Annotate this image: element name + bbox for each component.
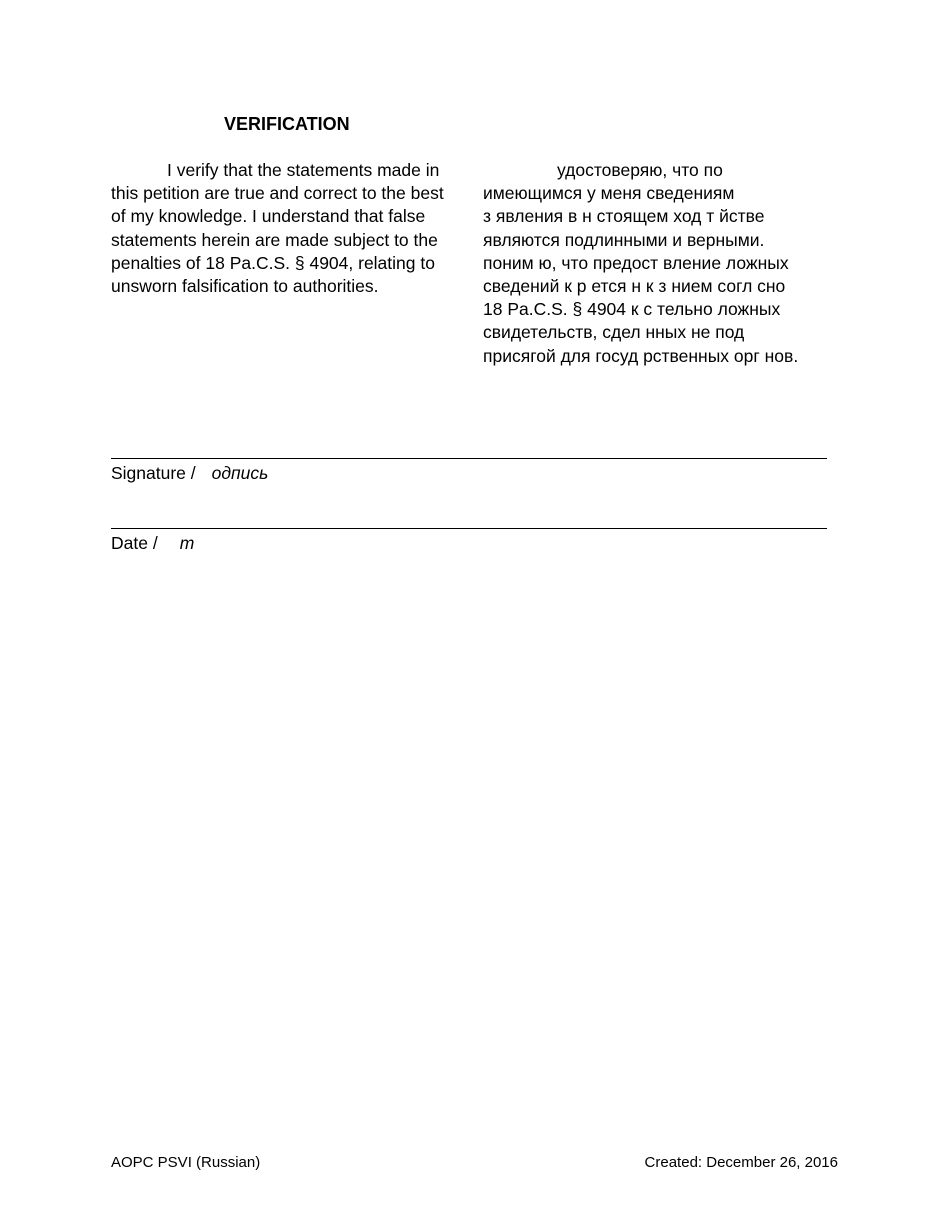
signature-label xyxy=(111,462,268,484)
russian-line: являются подлинными и верными. xyxy=(483,229,765,250)
russian-line-text: удостоверяю, что по xyxy=(557,160,723,180)
signature-line[interactable] xyxy=(111,458,827,459)
signature-label-en: Signature / xyxy=(111,463,196,483)
russian-line: присягой для госуд рственных орг нов. xyxy=(483,345,799,366)
russian-line: з явления в н стоящем ход т йстве xyxy=(483,206,765,227)
english-verification-paragraph xyxy=(111,159,471,298)
date-label-en: Date / xyxy=(111,533,158,553)
english-line: unsworn falsification to authorities. xyxy=(111,276,379,297)
english-line: of my knowledge. I understand that false xyxy=(111,206,426,227)
signature-label-ru: одпись xyxy=(211,463,269,483)
date-label-ru: т xyxy=(179,533,195,553)
date-line[interactable] xyxy=(111,528,827,529)
footer-form-id: AOPC PSVI (Russian) xyxy=(111,1154,261,1171)
date-label xyxy=(111,532,194,554)
footer-created-date: Created: December 26, 2016 xyxy=(644,1154,838,1171)
english-line-text: I verify that the statements made in xyxy=(167,160,440,180)
russian-verification-paragraph xyxy=(483,159,843,368)
english-line: statements herein are made subject to the xyxy=(111,229,438,250)
russian-line: сведений к р ется н к з нием согл сно xyxy=(483,276,786,297)
english-line: this petition are true and correct to the best xyxy=(111,183,444,204)
english-line: penalties of 18 Pa.C.S. § 4904, relating to xyxy=(111,252,435,273)
russian-line: имеющимся у меня сведениям xyxy=(483,183,735,204)
russian-line: свидетельств, сдел нных не под xyxy=(483,322,745,343)
russian-line: 18 Pa.C.S. § 4904 к с тельно ложных xyxy=(483,299,781,320)
russian-line xyxy=(483,159,843,182)
russian-line: поним ю, что предост вление ложных xyxy=(483,252,789,273)
page-title: VERIFICATION xyxy=(224,114,350,134)
english-line xyxy=(111,159,471,182)
